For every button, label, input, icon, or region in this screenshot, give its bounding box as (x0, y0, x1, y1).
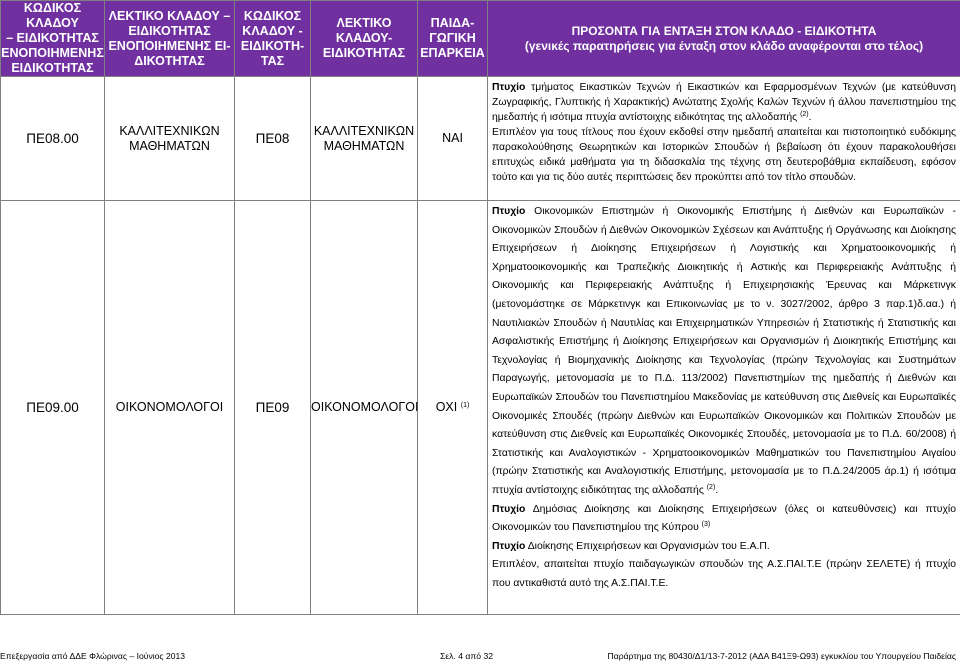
specialty-title-cell: ΚΑΛΛΙΤΕΧΝΙΚΩΝ ΜΑΘΗΜΑΤΩΝ (311, 77, 418, 201)
adequacy-cell: ΝΑΙ (418, 77, 488, 201)
table-row (1, 201, 960, 615)
branch-title-cell: ΟΙΚΟΝΟΜΟΛΟΓΟΙ (105, 201, 235, 615)
qualification-paragraph: Πτυχίο Διοίκησης Επιχειρήσεων και Οργανισμών του Ε.Α.Π. (492, 540, 770, 552)
footnote-ref: (1) (460, 402, 470, 409)
header-specialty-code: ΚΩΔΙΚΟΣ ΚΛΑΔΟΥ - ΕΙΔΙΚΟΤΗ- ΤΑΣ (235, 1, 311, 77)
qualification-paragraph: Πτυχίο Οικονομικών Επιστημών ή Οικονομικής Επιστήμης ή Διεθνών και Ευρωπαϊκών - Οικονομικών Σπουδών ή Διεθνών Οικονομικών Σχέσεων και Ανάπτυξης ή Οργάνωσης και Διοίκησης Επιχειρήσεων ή Διοίκησης Επιχειρήσεων ή Λογιστικής και Χρηματοοικονομικής ή Χρηματοοικονομικής και Τραπεζικής Διοικητικής ή Αστικής και Περιφερειακής Ανάπτυξης ή Οικονομικής και Περιφερειακής Ανάπτυξης ή Επιχειρησιακής Έρευνας και Μάρκετινγκ (μετονομάστηκε σε Μάρκετινγκ και Επικοινωνίας με το ν. 3027/2002, άρθρο 3 παρ.1)δ.αα.) ή Ναυτιλιακών Σπουδών ή Ναυτιλίας και Επιχειρηματικών Υπηρεσιών ή Στατιστικής ή Στατιστικής και Ασφαλιστικής Επιστήμης ή Διοίκησης Επιχειρήσεων και Οργανισμών ή Διοικητικής Επιστήμης και Τεχνολογίας ή Βιομηχανικής Διοίκησης και Τεχνολογίας (πρώην Τεχνολογίας και Συστημάτων Παραγωγής, μετονομασία με το Π.Δ. 113/2002) Πανεπιστημίων της ημεδαπής ή Διεθνών και Ευρωπαϊκών Σπουδών του Πανεπιστημίου Μακεδονίας με κατεύθυνση στις Διεθνείς και Ευρωπαϊκές Οικονομικές Σπουδές (πρώην Διεθνών και Ευρωπαϊκών Οικονομικών και Πολιτικών Σπουδών με κατεύθυνση στις Διεθνείς και Ευρωπαϊκές Οικονομικές Σπουδές, μετονομασία με το Π.Δ. 60/2008) ή Στατιστικής και Αναλογιστικών - Χρηματοοικονομικών Μαθηματικών του Πανεπιστημίου Αιγαίου (πρώην Στατιστικής και Αναλογιστικής Επιστήμης, μετονομασία με το Π.Δ.24/2005 άρ.1) ή ισότιμα πτυχία αντίστοιχης ειδικότητας της αλλοδαπής $^{(2)}$. (492, 206, 956, 496)
page-number: Σελ. 4 από 32 (440, 651, 494, 661)
table-header-row (1, 1, 960, 77)
qualification-paragraph: Επιπλέον, απαιτείται πτυχίο παιδαγωγικών σπουδών της Α.Σ.ΠΑΙ.Τ.Ε (πρώην ΣΕΛΕΤΕ) ή πτυχίο που αντικαθιστά αυτό της Α.Σ.ΠΑΙ.Τ.Ε. (492, 559, 956, 589)
header-qualifications: ΠΡΟΣΟΝΤΑ ΓΙΑ ΕΝΤΑΞΗ ΣΤΟΝ ΚΛΑΔΟ - ΕΙΔΙΚΟΤΗΤΑ (γενικές παρατηρήσεις για ένταξη στον κλάδο αναφέρονται στο τέλος) (488, 1, 960, 77)
specialty-title-cell: ΟΙΚΟΝΟΜΟΛΟΓΟΙ (311, 201, 418, 615)
qualification-paragraph: Επιπλέον για τους τίτλους που έχουν εκδοθεί στην ημεδαπή απαιτείται και πιστοποιητικό ευδόκιμης παρακολούθησης Θεωρητικών και Ιστορικών Σπουδών ή βεβαίωση ότι έχουν παρακολουθήσει επιτυχώς ειδικά μαθήματα για τη διδασκαλία της τέχνης στη δευτεροβάθμια εκπαίδευση, εφόσον τούτο και για τις δύο αυτές περιπτώσεις δεν προκύπτει από τον τίτλο σπουδών. (492, 127, 956, 183)
qualification-paragraph: Πτυχίο Δημόσιας Διοίκησης και Διοίκησης Επιχειρήσεων (όλες οι κατευθύνσεις) και πτυχίο Οικονομικών του Πανεπιστημίου της Κύπρου $^{(3)}$ (492, 503, 956, 534)
specialty-code-cell: ΠΕ08 (235, 77, 311, 201)
qualifications-cell (488, 77, 960, 201)
specialty-code-cell: ΠΕ09 (235, 201, 311, 615)
header-branch-title: ΛΕΚΤΙΚΟ ΚΛΑΔΟΥ – ΕΙΔΙΚΟΤΗΤΑΣ ΕΝΟΠΟΙΗΜΕΝΗΣ ΕΙ- ΔΙΚΟΤΗΤΑΣ (105, 1, 235, 77)
branch-title-cell: ΚΑΛΛΙΤΕΧΝΙΚΩΝ ΜΑΘΗΜΑΤΩΝ (105, 77, 235, 201)
page-footer (0, 648, 960, 664)
footer-source: Επεξεργασία από ΔΔΕ Φλώρινας – Ιούνιος 2013 (0, 651, 186, 661)
table-row (1, 77, 960, 201)
footer-reference: Παράρτημα της 80430/Δ1/13-7-2012 (ΑΔΑ Β41Ξ9-Ω93) εγκυκλίου του Υπουργείου Παιδείας (607, 651, 956, 661)
adequacy-cell: ΟΧΙ $^{(1)}$ (418, 201, 488, 615)
branch-code-cell: ΠΕ09.00 (1, 201, 105, 615)
branch-code-cell: ΠΕ08.00 (1, 77, 105, 201)
qualifications-cell (488, 201, 960, 615)
header-branch-code: ΚΩΔΙΚΟΣ ΚΛΑΔΟΥ – ΕΙΔΙΚΟΤΗΤΑΣ ΕΝΟΠΟΙΗΜΕΝΗΣ ΕΙΔΙΚΟΤΗΤΑΣ (1, 1, 104, 75)
header-pedagogical-adequacy: ΠΑΙΔΑ- ΓΩΓΙΚΗ ΕΠΑΡΚΕΙΑ (418, 1, 488, 77)
header-specialty-title: ΛΕΚΤΙΚΟ ΚΛΑΔΟΥ- ΕΙΔΙΚΟΤΗΤΑΣ (311, 1, 418, 77)
qualification-paragraph: Πτυχίο τμήματος Εικαστικών Τεχνών ή Εικαστικών και Εφαρμοσμένων Τεχνών (με κατεύθυνση Ζωγραφικής, Γλυπτικής ή Χαρακτικής) Ανώτατης Σχολής Καλών Τεχνών ή άλλου πανεπιστημίου της ημεδαπής ή ισότιμα πτυχία αντίστοιχης ειδικότητας της αλλοδαπής $^{(2)}$. (492, 82, 956, 123)
